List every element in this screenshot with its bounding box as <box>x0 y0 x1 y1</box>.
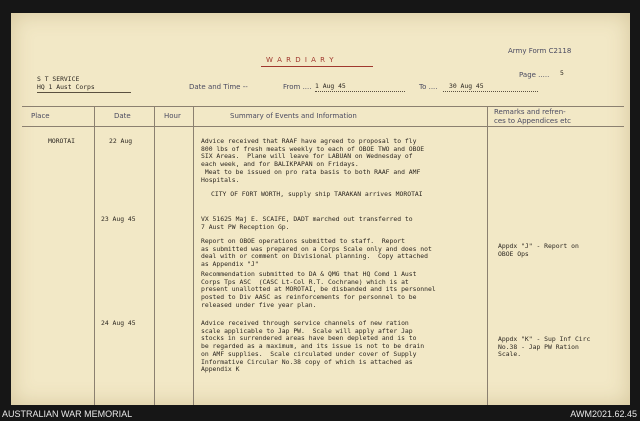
summary-para-meats: Advice received that RAAF have agreed to proposal to fly 800 lbs of fresh meats weekly to each of OBOE TWO and OBOE SIX Areas. Plane will leave for LABUAN on Wednesday of each week, and for BALIKPAPAN on Fridays. Meat to be issued on pro rata basis to both RAAF and AMF Hospitals. <box>201 137 425 184</box>
summary-para-oboe-report: Report on OBOE operations submitted to staff. Report as submitted was prepared on a Corps Scale only and does not deal with or comment on Divisional planning. Copy attached as Appendix "J" <box>201 237 432 269</box>
table-top-rule <box>22 106 624 107</box>
col-header-summary: Summary of Events and Information <box>230 112 357 120</box>
diary-title: W A R D I A R Y <box>266 56 335 64</box>
from-dots <box>315 91 405 92</box>
title-underline <box>261 66 373 67</box>
page-label: Page ..... <box>519 71 550 79</box>
from-value: 1 Aug 45 <box>315 82 346 90</box>
to-dots <box>443 91 538 92</box>
summary-para-supply-ship: CITY OF FORT WORTH, supply ship TARAKAN arrives MOROTAI <box>211 190 423 198</box>
col-header-remarks-1: Remarks and refren- <box>494 108 566 116</box>
page-number: 5 <box>560 69 564 77</box>
header-bottom-rule <box>22 126 624 127</box>
col-header-hour: Hour <box>164 112 181 120</box>
date-entry-23-aug: 23 Aug 45 <box>101 215 136 223</box>
unit-line-1: S T SERVICE <box>37 75 80 83</box>
col-divider-hour <box>193 106 194 405</box>
date-entry-22-aug: 22 Aug <box>109 137 133 145</box>
to-label: To .... <box>419 83 438 91</box>
col-header-remarks-2: ces to Appendices etc <box>494 117 572 125</box>
to-value: 30 Aug 45 <box>449 82 484 90</box>
remark-appendix-k: Appdx "K" - Sup Inf Circ No.38 - Jap PW Ration Scale. <box>498 335 591 359</box>
unit-line-2: HQ 1 Aust Corps <box>37 83 95 91</box>
col-divider-place <box>94 106 95 405</box>
col-header-place: Place <box>31 112 50 120</box>
unit-underline <box>37 92 131 93</box>
army-form-label: Army Form C2118 <box>508 47 572 55</box>
col-divider-date <box>154 106 155 405</box>
place-entry: MOROTAI <box>48 137 75 145</box>
archive-credit: AUSTRALIAN WAR MEMORIAL <box>2 409 133 419</box>
summary-para-marched-out: VX 51625 Maj E. SCAIFE, DADT marched out transferred to 7 Aust PW Reception Gp. <box>201 215 413 231</box>
date-time-label: Date and Time -- <box>189 83 248 91</box>
summary-para-ration-scale: Advice received through service channels of new ration scale applicable to Jap PW. Scale will apply after Jap stocks in surrendered areas have been depleted and is to be regarded as a maximum, and its issue is not to be drain on AMF supplies. Scale circulated under cover of Supply Informative Circular No.38 copy of which is attached as Appendix K <box>201 319 425 374</box>
from-label: From .... <box>283 83 312 91</box>
archive-reference: AWM2021.62.45 <box>570 409 637 419</box>
col-divider-summary <box>487 106 488 405</box>
diary-sheet <box>11 13 630 405</box>
col-header-date: Date <box>114 112 131 120</box>
date-entry-24-aug: 24 Aug 45 <box>101 319 136 327</box>
summary-para-recommendation: Recommendation submitted to DA & QMG that HQ Comd 1 Aust Corps Tps ASC (CASC Lt-Col R.T. Cochrane) which is at present unallotted at MOROTAI, be disbanded and its personnel posted to Div AASC as reinforcements for personnel to be released under five year plan. <box>201 270 436 309</box>
remark-appendix-j: Appdx "J" - Report on OBOE Ops <box>498 242 579 258</box>
